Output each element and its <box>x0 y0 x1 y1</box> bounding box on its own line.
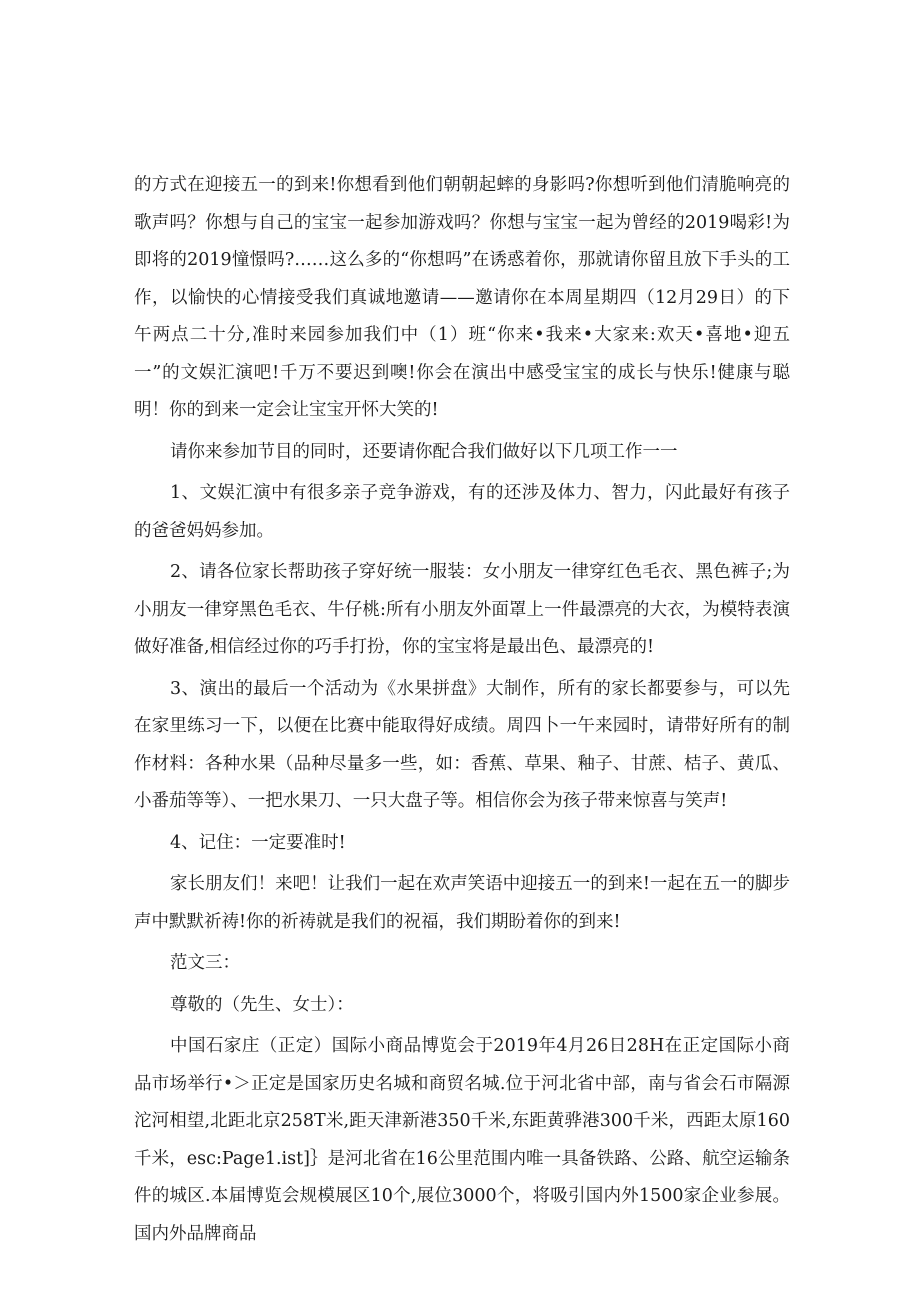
paragraph-expo-intro: 中国石家庄（正定）国际小商品博览会于2019年4月26日28H在正定国际小商品市场举行•＞正定是国家历史名城和商贸名城.位于河北省中部，南与省会石市隔源沱河相望,北距北京258T米,距天津新港350千米,东距黄骅港300千米，西距太原160千米，esc:Page1.ist]｝是河北省在16公里范围内唯一具备铁路、公路、航空运输条件的城区.本届博览会规模展区10个,展位3000个，将吸引国内外1500家企业参展。国内外品牌商品 <box>134 1036 790 1244</box>
paragraph-item-2: 2、请各位家长帮助孩子穿好统一服装：女小朋友一律穿红色毛衣、黑色裤子;为小朋友一律穿黑色毛衣、牛仔桃:所有小朋友外面罩上一件最漂亮的大衣，为模特表演做好准备,相信经过你的巧手打扮，你的宝宝将是最出色、最漂亮的! <box>134 562 790 657</box>
section-heading-sample-3: 范文三： <box>170 953 240 973</box>
paragraph-invitation-continued: 的方式在迎接五一的到来!你想看到他们朝朝起蟀的身影吗?你想听到他们清脆响亮的歌声吗？你想与自己的宝宝一起参加游戏吗？你想与宝宝一起为曾经的2019喝彩!为即将的2019憧憬吗?……这么多的“你想吗”在诱惑着你，那就请你留且放下手头的工作，以愉快的心情接受我们真诚地邀请——邀请你在本周星期四（12月29日）的下午两点二十分,准时来园参加我们中（1）班“你来•我来•大家来:欢天•喜地•迎五一”的文娱汇演吧!千万不要迟到噢!你会在演出中感受宝宝的成长与快乐!健康与聪明！你的到来一定会让宝宝开怀大笑的! <box>134 175 790 420</box>
paragraph-closing: 家长朋友们！来吧！让我们一起在欢声笑语中迎接五一的到来!一起在五一的脚步声中默默祈祷!你的祈祷就是我们的祝福，我们期盼着你的到来! <box>134 874 790 932</box>
document-body <box>134 167 790 1257</box>
paragraph-item-3: 3、演出的最后一个活动为《水果拼盘》大制作，所有的家长都要参与，可以先在家里练习一下，以便在比赛中能取得好成绩。周四卜一午来园时，请带好所有的制作材料：各种水果（品种尽量多一些，如：香蕉、草果、釉子、甘蔗、桔子、黄瓜、小番茄等等）、一把水果刀、一只大盘子等。相信你会为孩子带来惊喜与笑声! <box>134 678 790 811</box>
paragraph-item-4: 4、记住：一定要准时! <box>170 832 346 853</box>
paragraph-item-1: 1、文娱汇演中有很多亲子竞争游戏，有的还涉及体力、智力，闪此最好有孩子的爸爸妈妈参加。 <box>134 483 790 541</box>
salutation: 尊敬的（先生、女士）： <box>170 994 354 1015</box>
paragraph-cooperation-intro: 请你来参加节目的同时，还要请你配合我们做好以下几项工作一一 <box>170 441 678 462</box>
